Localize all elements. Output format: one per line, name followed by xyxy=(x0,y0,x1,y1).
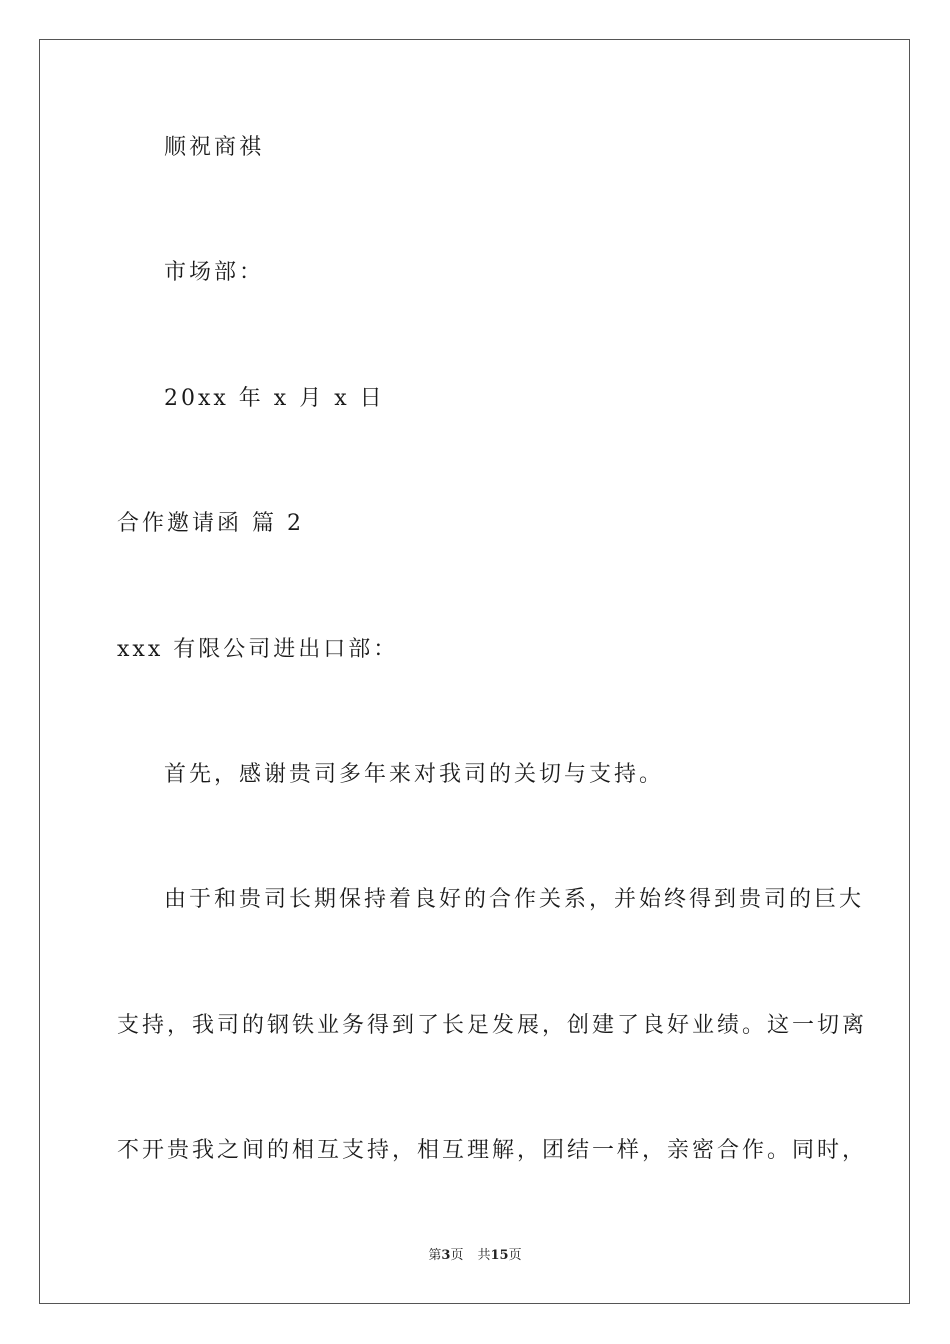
signature-date: 20xx 年 x 月 x 日 xyxy=(164,386,385,411)
recipient-line: xxx 有限公司进出口部： xyxy=(117,637,399,662)
page-border xyxy=(39,39,910,1304)
footer-total-pages: 15 xyxy=(490,1248,509,1263)
body-paragraph-2-line-3: 不开贵我之间的相互支持，相互理解，团结一样，亲密合作。同时， xyxy=(117,1138,868,1163)
footer-page-prefix: 第 xyxy=(428,1248,442,1263)
body-paragraph-2-line-1: 由于和贵司长期保持着良好的合作关系，并始终得到贵司的巨大 xyxy=(164,887,865,912)
footer-total-suffix: 页 xyxy=(508,1248,522,1263)
signature-department: 市场部： xyxy=(164,260,265,285)
body-paragraph-1: 首先，感谢贵司多年来对我司的关切与支持。 xyxy=(164,762,665,787)
footer-page-number: 3 xyxy=(441,1248,451,1263)
footer-total-prefix: 共 xyxy=(477,1248,491,1263)
footer-page-suffix: 页 xyxy=(450,1248,464,1263)
closing-salutation: 顺祝商祺 xyxy=(164,135,265,160)
page-footer xyxy=(0,1247,950,1265)
body-paragraph-2-line-2: 支持，我司的钢铁业务得到了长足发展，创建了良好业绩。这一切离 xyxy=(117,1013,868,1038)
section-heading: 合作邀请函 篇 2 xyxy=(117,511,304,536)
